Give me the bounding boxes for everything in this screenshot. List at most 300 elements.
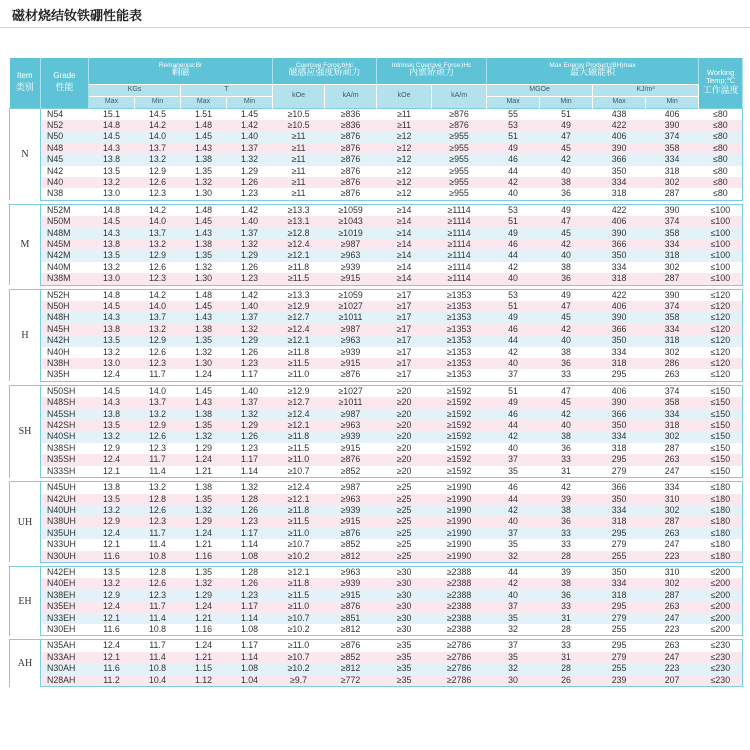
grade-cell: N45 xyxy=(41,154,89,165)
value-cell: 1.26 xyxy=(227,177,273,188)
header-max: Max xyxy=(487,96,540,108)
value-cell: ≥13.3 xyxy=(273,289,325,301)
value-cell: ≥10.2 xyxy=(273,624,325,636)
value-cell: ≥812 xyxy=(325,551,377,563)
value-cell: ≥2388 xyxy=(432,624,487,636)
value-cell: 1.23 xyxy=(227,516,273,527)
value-cell: 33 xyxy=(540,640,593,652)
value-cell: 263 xyxy=(646,369,699,381)
value-cell: 1.29 xyxy=(181,443,227,454)
value-cell: 14.3 xyxy=(89,312,135,323)
value-cell: 13.2 xyxy=(135,239,181,250)
value-cell: 302 xyxy=(646,431,699,442)
value-cell: 47 xyxy=(540,216,593,227)
value-cell: ≤100 xyxy=(699,239,743,250)
value-cell: 366 xyxy=(593,154,646,165)
value-cell: ≤230 xyxy=(699,652,743,663)
value-cell: 49 xyxy=(540,289,593,301)
value-cell: 12.9 xyxy=(135,335,181,346)
header-unit-t: T xyxy=(181,84,273,96)
value-cell: ≤100 xyxy=(699,262,743,273)
value-cell: 334 xyxy=(646,324,699,335)
value-cell: 263 xyxy=(646,454,699,465)
value-cell: 1.37 xyxy=(227,143,273,154)
value-cell: 37 xyxy=(487,454,540,465)
value-cell: 13.2 xyxy=(135,324,181,335)
value-cell: ≥12.1 xyxy=(273,566,325,578)
value-cell: ≥12.4 xyxy=(273,324,325,335)
value-cell: ≥876 xyxy=(325,528,377,539)
value-cell: 12.4 xyxy=(89,454,135,465)
value-cell: 1.14 xyxy=(227,613,273,624)
value-cell: ≥11.8 xyxy=(273,431,325,442)
value-cell: 1.17 xyxy=(227,601,273,612)
grade-cell: N52M xyxy=(41,204,89,216)
value-cell: ≤120 xyxy=(699,347,743,358)
value-cell: ≥1592 xyxy=(432,385,487,397)
value-cell: 10.8 xyxy=(135,663,181,674)
value-cell: 40 xyxy=(540,250,593,261)
header-max: Max xyxy=(593,96,646,108)
value-cell: 12.6 xyxy=(135,505,181,516)
table-row xyxy=(10,397,743,408)
value-cell: 1.04 xyxy=(227,675,273,687)
value-cell: 1.45 xyxy=(181,131,227,142)
grade-cell: N33UH xyxy=(41,539,89,550)
value-cell: 279 xyxy=(593,613,646,624)
value-cell: ≥963 xyxy=(325,566,377,578)
value-cell: 1.45 xyxy=(181,216,227,227)
value-cell: 10.8 xyxy=(135,551,181,563)
header-min: Min xyxy=(540,96,593,108)
value-cell: 14.8 xyxy=(89,204,135,216)
header-unit-mgoe: MGOe xyxy=(487,84,593,96)
value-cell: 1.08 xyxy=(227,663,273,674)
value-cell: ≥1059 xyxy=(325,289,377,301)
table-row xyxy=(10,143,743,154)
value-cell: 1.48 xyxy=(181,204,227,216)
value-cell: 350 xyxy=(593,250,646,261)
value-cell: 295 xyxy=(593,528,646,539)
value-cell: 1.21 xyxy=(181,466,227,478)
value-cell: ≥35 xyxy=(377,663,432,674)
table-row xyxy=(10,613,743,624)
value-cell: 12.6 xyxy=(135,431,181,442)
value-cell: 1.37 xyxy=(227,228,273,239)
value-cell: 1.32 xyxy=(227,324,273,335)
value-cell: ≥30 xyxy=(377,566,432,578)
value-cell: 318 xyxy=(593,590,646,601)
header-min: Min xyxy=(135,96,181,108)
value-cell: 1.26 xyxy=(227,505,273,516)
value-cell: ≥939 xyxy=(325,347,377,358)
value-cell: ≥1011 xyxy=(325,312,377,323)
value-cell: ≥2388 xyxy=(432,566,487,578)
value-cell: 46 xyxy=(487,154,540,165)
value-cell: 247 xyxy=(646,539,699,550)
table-row xyxy=(10,228,743,239)
value-cell: 279 xyxy=(593,539,646,550)
value-cell: ≥11.8 xyxy=(273,578,325,589)
value-cell: ≥2388 xyxy=(432,613,487,624)
value-cell: ≥1114 xyxy=(432,250,487,261)
value-cell: 1.35 xyxy=(181,166,227,177)
value-cell: ≥876 xyxy=(325,166,377,177)
value-cell: ≤80 xyxy=(699,154,743,165)
value-cell: 287 xyxy=(646,443,699,454)
value-cell: 39 xyxy=(540,566,593,578)
table-header xyxy=(10,58,743,108)
table-row xyxy=(10,131,743,142)
value-cell: 1.14 xyxy=(227,652,273,663)
value-cell: 11.4 xyxy=(135,466,181,478)
value-cell: 223 xyxy=(646,624,699,636)
value-cell: 1.43 xyxy=(181,312,227,323)
value-cell: ≤230 xyxy=(699,640,743,652)
value-cell: 47 xyxy=(540,385,593,397)
value-cell: 1.42 xyxy=(227,289,273,301)
table-row xyxy=(10,640,743,652)
value-cell: 38 xyxy=(540,347,593,358)
value-cell: 287 xyxy=(646,273,699,285)
value-cell: 37 xyxy=(487,369,540,381)
value-cell: ≥1114 xyxy=(432,273,487,285)
value-cell: 13.2 xyxy=(89,177,135,188)
value-cell: 318 xyxy=(646,166,699,177)
value-cell: ≥12.1 xyxy=(273,494,325,505)
value-cell: ≤80 xyxy=(699,143,743,154)
value-cell: 14.5 xyxy=(135,108,181,120)
value-cell: ≥11.5 xyxy=(273,273,325,285)
value-cell: 247 xyxy=(646,613,699,624)
value-cell: 33 xyxy=(540,454,593,465)
value-cell: 10.4 xyxy=(135,675,181,687)
table-row xyxy=(10,216,743,227)
value-cell: ≥17 xyxy=(377,324,432,335)
value-cell: 302 xyxy=(646,578,699,589)
value-cell: ≥963 xyxy=(325,250,377,261)
grade-cell: N40H xyxy=(41,347,89,358)
value-cell: 38 xyxy=(540,177,593,188)
value-cell: 263 xyxy=(646,640,699,652)
value-cell: 12.9 xyxy=(89,516,135,527)
value-cell: ≥876 xyxy=(325,369,377,381)
value-cell: 10.8 xyxy=(135,624,181,636)
value-cell: ≥987 xyxy=(325,409,377,420)
grade-cell: N42SH xyxy=(41,420,89,431)
value-cell: ≤150 xyxy=(699,443,743,454)
value-cell: ≥2786 xyxy=(432,652,487,663)
value-cell: 1.32 xyxy=(227,482,273,494)
value-cell: 1.15 xyxy=(181,663,227,674)
value-cell: 1.30 xyxy=(181,188,227,200)
value-cell: 295 xyxy=(593,369,646,381)
grade-cell: N52H xyxy=(41,289,89,301)
value-cell: ≥14 xyxy=(377,228,432,239)
value-cell: 14.0 xyxy=(135,385,181,397)
value-cell: 46 xyxy=(487,239,540,250)
value-cell: 350 xyxy=(593,494,646,505)
value-cell: 1.40 xyxy=(227,216,273,227)
grade-cell: N50 xyxy=(41,131,89,142)
grade-cell: N48H xyxy=(41,312,89,323)
value-cell: 334 xyxy=(593,431,646,442)
header-unit-koe: kOe xyxy=(377,84,432,108)
value-cell: 1.32 xyxy=(227,239,273,250)
value-cell: 49 xyxy=(487,397,540,408)
value-cell: ≤120 xyxy=(699,324,743,335)
value-cell: ≥1990 xyxy=(432,551,487,563)
value-cell: 14.0 xyxy=(135,301,181,312)
value-cell: 1.32 xyxy=(181,505,227,516)
value-cell: ≥876 xyxy=(325,454,377,465)
value-cell: 38 xyxy=(540,578,593,589)
table-row xyxy=(10,108,743,120)
value-cell: ≥20 xyxy=(377,420,432,431)
value-cell: ≥11.8 xyxy=(273,262,325,273)
value-cell: ≥2388 xyxy=(432,590,487,601)
grade-cell: N40M xyxy=(41,262,89,273)
value-cell: 28 xyxy=(540,551,593,563)
value-cell: 13.7 xyxy=(135,397,181,408)
value-cell: ≥915 xyxy=(325,590,377,601)
value-cell: 42 xyxy=(540,324,593,335)
table-row xyxy=(10,494,743,505)
table-body xyxy=(10,108,743,687)
value-cell: 1.51 xyxy=(181,108,227,120)
value-cell: 255 xyxy=(593,663,646,674)
value-cell: ≥963 xyxy=(325,494,377,505)
value-cell: ≤150 xyxy=(699,466,743,478)
value-cell: ≥25 xyxy=(377,551,432,563)
value-cell: 12.3 xyxy=(135,590,181,601)
value-cell: ≥12 xyxy=(377,154,432,165)
value-cell: 374 xyxy=(646,216,699,227)
value-cell: 12.3 xyxy=(135,516,181,527)
value-cell: 1.35 xyxy=(181,566,227,578)
value-cell: 12.4 xyxy=(89,528,135,539)
value-cell: ≤200 xyxy=(699,566,743,578)
value-cell: 11.6 xyxy=(89,663,135,674)
value-cell: 14.2 xyxy=(135,120,181,131)
value-cell: ≥987 xyxy=(325,324,377,335)
value-cell: ≥2786 xyxy=(432,640,487,652)
value-cell: ≥20 xyxy=(377,454,432,465)
header-min: Min xyxy=(646,96,699,108)
value-cell: 1.32 xyxy=(181,431,227,442)
value-cell: ≥10.2 xyxy=(273,551,325,563)
value-cell: 1.21 xyxy=(181,539,227,550)
value-cell: 406 xyxy=(593,385,646,397)
value-cell: ≥1353 xyxy=(432,289,487,301)
value-cell: ≥13.3 xyxy=(273,204,325,216)
value-cell: 1.37 xyxy=(227,397,273,408)
value-cell: 223 xyxy=(646,663,699,674)
table-row xyxy=(10,601,743,612)
value-cell: 13.5 xyxy=(89,250,135,261)
value-cell: ≥14 xyxy=(377,216,432,227)
value-cell: ≥10.5 xyxy=(273,108,325,120)
value-cell: ≥2388 xyxy=(432,578,487,589)
value-cell: 358 xyxy=(646,143,699,154)
value-cell: ≥1592 xyxy=(432,420,487,431)
value-cell: ≥12 xyxy=(377,143,432,154)
value-cell: ≥1990 xyxy=(432,539,487,550)
value-cell: 12.8 xyxy=(135,494,181,505)
value-cell: 286 xyxy=(646,358,699,369)
value-cell: 295 xyxy=(593,601,646,612)
value-cell: 390 xyxy=(646,120,699,131)
value-cell: 350 xyxy=(593,566,646,578)
value-cell: ≥11.0 xyxy=(273,601,325,612)
value-cell: 374 xyxy=(646,301,699,312)
value-cell: 44 xyxy=(487,335,540,346)
value-cell: 13.2 xyxy=(89,505,135,516)
value-cell: ≥20 xyxy=(377,397,432,408)
value-cell: 1.16 xyxy=(181,624,227,636)
grade-cell: N45H xyxy=(41,324,89,335)
value-cell: ≥1114 xyxy=(432,228,487,239)
value-cell: 49 xyxy=(487,143,540,154)
value-cell: ≥17 xyxy=(377,312,432,323)
table-row xyxy=(10,369,743,381)
value-cell: ≤120 xyxy=(699,289,743,301)
value-cell: ≥852 xyxy=(325,652,377,663)
value-cell: 15.1 xyxy=(89,108,135,120)
value-cell: 35 xyxy=(487,466,540,478)
value-cell: 438 xyxy=(593,108,646,120)
value-cell: ≥11.8 xyxy=(273,505,325,516)
value-cell: 366 xyxy=(593,324,646,335)
value-cell: ≥10.7 xyxy=(273,613,325,624)
value-cell: ≥12.1 xyxy=(273,250,325,261)
value-cell: 334 xyxy=(593,578,646,589)
value-cell: ≥987 xyxy=(325,482,377,494)
value-cell: ≥30 xyxy=(377,601,432,612)
grade-cell: N33EH xyxy=(41,613,89,624)
value-cell: ≥12 xyxy=(377,131,432,142)
value-cell: ≥12.4 xyxy=(273,482,325,494)
value-cell: 11.6 xyxy=(89,551,135,563)
value-cell: 14.5 xyxy=(89,216,135,227)
value-cell: 13.2 xyxy=(89,347,135,358)
value-cell: ≥876 xyxy=(432,108,487,120)
value-cell: 1.29 xyxy=(181,590,227,601)
value-cell: ≥987 xyxy=(325,239,377,250)
table-row xyxy=(10,443,743,454)
value-cell: ≤150 xyxy=(699,431,743,442)
value-cell: ≥17 xyxy=(377,289,432,301)
value-cell: ≥1353 xyxy=(432,347,487,358)
grade-cell: N35SH xyxy=(41,454,89,465)
value-cell: ≤150 xyxy=(699,420,743,431)
value-cell: 12.4 xyxy=(89,601,135,612)
value-cell: ≤230 xyxy=(699,663,743,674)
value-cell: 247 xyxy=(646,652,699,663)
value-cell: ≥11 xyxy=(377,120,432,131)
value-cell: ≥14 xyxy=(377,273,432,285)
value-cell: ≥11 xyxy=(273,166,325,177)
table-row xyxy=(10,466,743,478)
value-cell: 374 xyxy=(646,385,699,397)
value-cell: 36 xyxy=(540,443,593,454)
value-cell: 1.38 xyxy=(181,324,227,335)
value-cell: 14.3 xyxy=(89,143,135,154)
value-cell: 46 xyxy=(487,482,540,494)
value-cell: 1.28 xyxy=(227,494,273,505)
value-cell: ≥12.9 xyxy=(273,385,325,397)
value-cell: 12.1 xyxy=(89,539,135,550)
grade-cell: N42UH xyxy=(41,494,89,505)
value-cell: 45 xyxy=(540,312,593,323)
value-cell: 310 xyxy=(646,566,699,578)
value-cell: ≥955 xyxy=(432,131,487,142)
value-cell: ≥915 xyxy=(325,443,377,454)
grade-cell: N30EH xyxy=(41,624,89,636)
value-cell: ≥30 xyxy=(377,578,432,589)
value-cell: ≥1353 xyxy=(432,312,487,323)
value-cell: ≤120 xyxy=(699,369,743,381)
grade-cell: N50H xyxy=(41,301,89,312)
value-cell: ≤80 xyxy=(699,188,743,200)
value-cell: 11.6 xyxy=(89,624,135,636)
value-cell: 11.7 xyxy=(135,528,181,539)
value-cell: ≥12.7 xyxy=(273,397,325,408)
value-cell: ≥14 xyxy=(377,239,432,250)
value-cell: 14.0 xyxy=(135,216,181,227)
value-cell: ≥955 xyxy=(432,154,487,165)
value-cell: 13.2 xyxy=(89,431,135,442)
value-cell: 40 xyxy=(540,335,593,346)
table-row xyxy=(10,624,743,636)
value-cell: ≤180 xyxy=(699,528,743,539)
value-cell: ≤80 xyxy=(699,108,743,120)
value-cell: 40 xyxy=(540,166,593,177)
table-row xyxy=(10,177,743,188)
value-cell: 13.5 xyxy=(89,166,135,177)
table-row xyxy=(10,204,743,216)
value-cell: ≥2786 xyxy=(432,663,487,674)
value-cell: ≥11.5 xyxy=(273,516,325,527)
value-cell: 255 xyxy=(593,624,646,636)
value-cell: 14.2 xyxy=(135,289,181,301)
value-cell: 1.35 xyxy=(181,250,227,261)
value-cell: ≤80 xyxy=(699,166,743,177)
value-cell: ≤120 xyxy=(699,301,743,312)
value-cell: ≥955 xyxy=(432,143,487,154)
table-row xyxy=(10,358,743,369)
value-cell: 334 xyxy=(593,177,646,188)
grade-cell: N35UH xyxy=(41,528,89,539)
header-unit-kam: kA/m xyxy=(325,84,377,108)
value-cell: ≤200 xyxy=(699,624,743,636)
value-cell: 1.16 xyxy=(181,551,227,563)
value-cell: ≥20 xyxy=(377,409,432,420)
value-cell: ≥939 xyxy=(325,578,377,589)
grade-cell: N33SH xyxy=(41,466,89,478)
value-cell: 12.4 xyxy=(89,640,135,652)
value-cell: ≥1353 xyxy=(432,301,487,312)
value-cell: 1.32 xyxy=(227,154,273,165)
value-cell: 12.3 xyxy=(135,188,181,200)
table-row xyxy=(10,347,743,358)
table-row xyxy=(10,528,743,539)
value-cell: 1.32 xyxy=(181,262,227,273)
value-cell: ≥17 xyxy=(377,301,432,312)
value-cell: ≥1990 xyxy=(432,528,487,539)
value-cell: ≥915 xyxy=(325,358,377,369)
value-cell: 239 xyxy=(593,675,646,687)
